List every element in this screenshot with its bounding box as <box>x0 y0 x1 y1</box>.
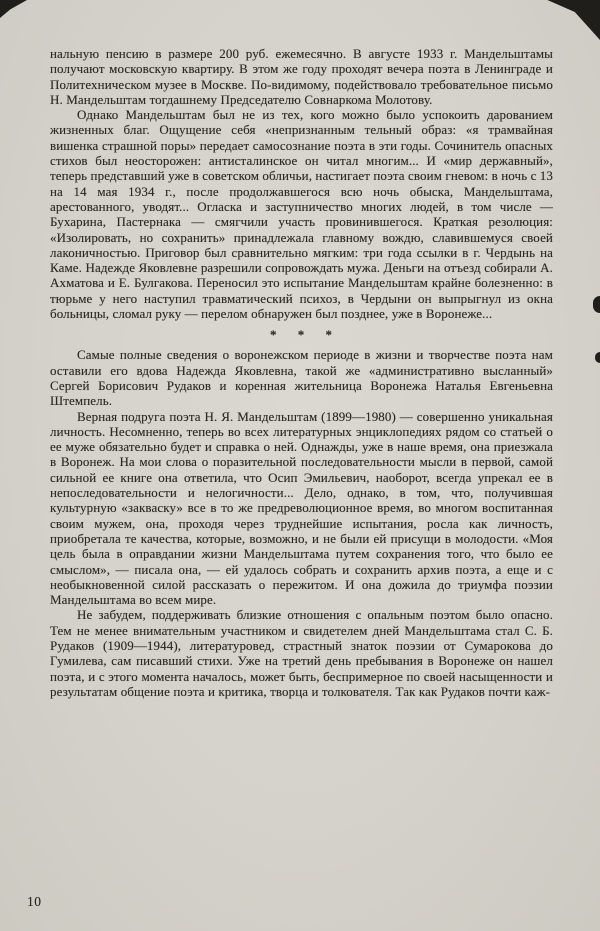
scan-artifact-top-left-icon <box>0 0 27 18</box>
section-separator: * * * <box>270 327 333 343</box>
page-number: 10 <box>27 894 42 909</box>
paragraph: Самые полные сведения о воронежском периоде в жизни и творчестве поэта нам оставили его вдова Надежда Яковлевна, такой же «административно высланный» Сергей Борисович Рудаков и коренная жительница Воронежа Наталья Евгеньевна Штемпель. <box>50 347 553 409</box>
paragraph-continuation: нальную пенсию в размере 200 руб. ежемесячно. В августе 1933 г. Мандельштамы получают московскую квартиру. В этом же году проходят вечера поэта в Ленинграде и Политехническом музее в Москве. По-видимому, подействовало требовательное письмо Н. Мандельштам тогдашнему Председателю Совнаркома Молотову. <box>50 46 553 107</box>
paragraph: Не забудем, поддерживать близкие отношения с опальным поэтом было опасно. Тем не менее внимательным участником и свидетелем дней Мандельштама стал С. Б. Рудаков (1909—1944), литературовед, страстный знаток поэзии от Сумарокова до Гумилева, сам писавший стихи. Уже на третий день пребывания в Воронеже он нашел поэта, и с этого момента началось, может быть, беспримерное по своей насыщенности и результатам общение поэта и критика, творца и толкователя. Так как Рудаков почти каж- <box>50 607 553 699</box>
paragraph: Верная подруга поэта Н. Я. Мандельштам (1899—1980) — совершенно уникальная личность. Несомненно, теперь во всех литературных энциклопедиях рядом со статьей о ее муже обязательно будет и справка о ней. Однажды, уже в наше время, она приезжала в Воронеж. На мои слова о поразительной последовательности мысли в первой, самой сильной ее книге она ответила, что Осип Эмильевич, наоборот, всегда упрекал ее в непоследовательности и нелогичности... Дело, однако, в том, что, получившая культурную «закваску» все в то же предреволюционное время, во многом воспитанная своим мужем, она, проходя через труднейшие испытания, росла как личность, приобретала те качества, которые, возможно, и не были ей присущи в молодости. «Моя цель была в оправдании жизни Мандельштама путем сохранения того, что было ее смыслом», — писала она, — ей удалось собрать и сохранить архив поэта, а еще и с необыкновенной силой рассказать о пережитом. И она дожила до триумфа поэзии Мандельштама во всем мире. <box>50 408 553 608</box>
scan-artifact-right-edge-icon <box>593 296 600 313</box>
scan-artifact-top-right-icon <box>544 0 600 40</box>
scan-artifact-right-edge-small-icon <box>595 352 600 363</box>
paragraph: Однако Мандельштам был не из тех, кого можно было успокоить дарованием жизненных благ. Ощущение себя «непризнанным тельный образ: «я трамвайная вишенка страшной поры» передает самосознание поэта в эти годы. Сочинитель опасных стихов был неосторожен: антисталинское он читал многим... И «мир державный», теперь представший уже в советском обличьи, настигает поэта своим гневом: в ночь с 13 на 14 мая 1934 г., после продолжавшегося всю ночь обыска, Мандельштама, арестованного, уводят... Огласка и заступничество многих людей, в том числе — Бухарина, Пастернака — смягчили участь провинившегося. Краткая резолюция: «Изолировать, но сохранить» принадлежала главному вождю, славившемуся своей лаконичностью. Приговор был сравнительно мягким: три года ссылки в г. Чердынь на Каме. Надежде Яковлевне разрешили сопровождать мужа. Деньги на отъезд собирали А. Ахматова и Е. Булгакова. Переносил это испытание Мандельштам крайне болезненно: в тюрьме у него наступил травматический психоз, в Чердыни он выпрыгнул из окна больницы, сломал руку — перелом обнаружен был позднее, уже в Воронеже... <box>50 107 553 322</box>
text-block <box>50 46 553 699</box>
